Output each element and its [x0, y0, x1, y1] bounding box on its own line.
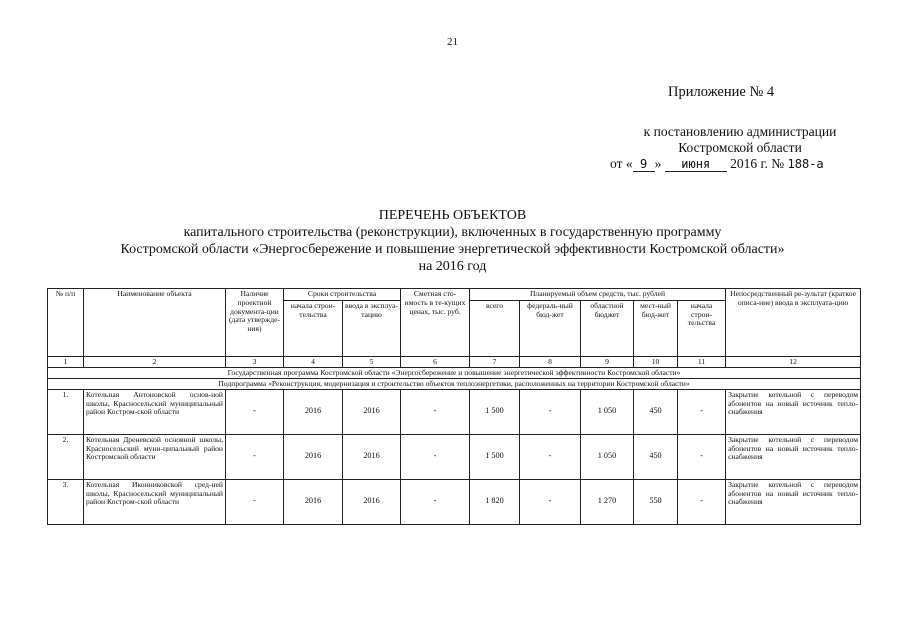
header-term-end: ввода в эксплуа-тацию: [343, 300, 401, 356]
row-regional: 1 050: [581, 389, 634, 434]
row-other: -: [678, 389, 726, 434]
row-doc: -: [226, 434, 284, 479]
header-name: Наименование объекта: [84, 289, 226, 357]
header-total: всего: [470, 300, 520, 356]
row-regional: 1 050: [581, 434, 634, 479]
decree-date-prefix: от «: [610, 156, 633, 171]
document-subtitle-year: на 2016 год: [418, 259, 487, 274]
decree-reference-line2: Костромской области: [678, 140, 802, 155]
appendix-label: Приложение № 4: [668, 84, 775, 100]
col-number: 6: [401, 356, 470, 367]
row-total: 1 500: [470, 389, 520, 434]
header-doc: Наличие проектной документа-ции (дата утвержде-ния): [226, 289, 284, 357]
header-term-start: начала строи-тельства: [284, 300, 343, 356]
row-regional: 1 270: [581, 479, 634, 524]
row-local: 450: [634, 389, 678, 434]
decree-year-text: 2016 г. №: [730, 156, 785, 171]
col-number: 11: [678, 356, 726, 367]
page-number: 21: [447, 36, 458, 48]
row-other: -: [678, 479, 726, 524]
row-total: 1 820: [470, 479, 520, 524]
col-number: 12: [726, 356, 861, 367]
row-local: 450: [634, 434, 678, 479]
program-title: Государственная программа Костромской области «Энергосбережение и повышение энергетической эффективности Костромской области»: [48, 367, 861, 378]
decree-month: июня: [665, 158, 727, 172]
col-number: 7: [470, 356, 520, 367]
header-terms: Сроки строительства: [284, 289, 401, 301]
row-start: 2016: [284, 389, 343, 434]
header-federal: федераль-ный бюд-жет: [520, 300, 581, 356]
subprogram-title: Подпрограмма «Реконструкция, модернизация и строительство объектов теплоэнергетики, расположенных на территории Костромской области»: [48, 378, 861, 389]
row-federal: -: [520, 434, 581, 479]
row-result: Закрытие котельной с переводом абонентов на новый источник тепло-снабжения: [726, 434, 861, 479]
header-local: мест-ный бюд-жет: [634, 300, 678, 356]
header-num: № п/п: [48, 289, 84, 357]
objects-table: [47, 288, 861, 525]
header-funds: Планируемый объем средств, тыс. рублей: [470, 289, 726, 301]
program-row: [48, 367, 861, 378]
table-row: [48, 389, 861, 434]
col-number: 1: [48, 356, 84, 367]
header-regional: областной бюджет: [581, 300, 634, 356]
table-header-row: [48, 289, 861, 301]
decree-reference-line1: к постановлению администрации: [643, 124, 837, 139]
document-subtitle-line2: Костромской области «Энергосбережение и повышение энергетической эффективности Костромской области»: [120, 242, 785, 257]
row-cost: -: [401, 389, 470, 434]
row-federal: -: [520, 389, 581, 434]
decree-date-close-quote: »: [654, 156, 662, 171]
table-row: [48, 434, 861, 479]
row-name: Котельная Антоновской основ-ной школы, Красносельский муниципальный район Костром-ской области: [84, 389, 226, 434]
row-other: -: [678, 434, 726, 479]
row-start: 2016: [284, 434, 343, 479]
col-number: 2: [84, 356, 226, 367]
decree-day: 9: [633, 158, 655, 172]
row-end: 2016: [343, 434, 401, 479]
row-cost: -: [401, 479, 470, 524]
row-doc: -: [226, 479, 284, 524]
row-end: 2016: [343, 479, 401, 524]
col-number: 9: [581, 356, 634, 367]
row-result: Закрытие котельной с переводом абонентов на новый источник тепло-снабжения: [726, 479, 861, 524]
column-number-row: [48, 356, 861, 367]
decree-date-line: [610, 156, 824, 172]
row-total: 1 500: [470, 434, 520, 479]
col-number: 5: [343, 356, 401, 367]
row-federal: -: [520, 479, 581, 524]
row-cost: -: [401, 434, 470, 479]
col-number: 3: [226, 356, 284, 367]
row-local: 550: [634, 479, 678, 524]
col-number: 8: [520, 356, 581, 367]
row-num: 3.: [48, 479, 84, 524]
table-row: [48, 479, 861, 524]
row-name: Котельная Дреневской основной школы, Красносельский муни-ципальный район Костромской области: [84, 434, 226, 479]
header-cost: Сметная сто-имость в те-кущих ценах, тыс. руб.: [401, 289, 470, 357]
row-doc: -: [226, 389, 284, 434]
row-num: 1.: [48, 389, 84, 434]
document-title: ПЕРЕЧЕНЬ ОБЪЕКТОВ: [378, 208, 527, 223]
col-number: 4: [284, 356, 343, 367]
header-begin-construction: начала строи-тельства: [678, 300, 726, 356]
document-subtitle-line1: капитального строительства (реконструкции), включенных в государственную программу: [183, 225, 722, 240]
row-name: Котельная Иконниковской сред-ней школы, Красносельский муниципальный район Костром-ской области: [84, 479, 226, 524]
row-num: 2.: [48, 434, 84, 479]
row-result: Закрытие котельной с переводом абонентов на новый источник тепло-снабжения: [726, 389, 861, 434]
subprogram-row: [48, 378, 861, 389]
header-result: Непосредственный ре-зультат (краткое описа-ние) ввода в эксплуата-цию: [726, 289, 861, 357]
row-end: 2016: [343, 389, 401, 434]
col-number: 10: [634, 356, 678, 367]
row-start: 2016: [284, 479, 343, 524]
decree-number: 188-а: [787, 157, 824, 171]
